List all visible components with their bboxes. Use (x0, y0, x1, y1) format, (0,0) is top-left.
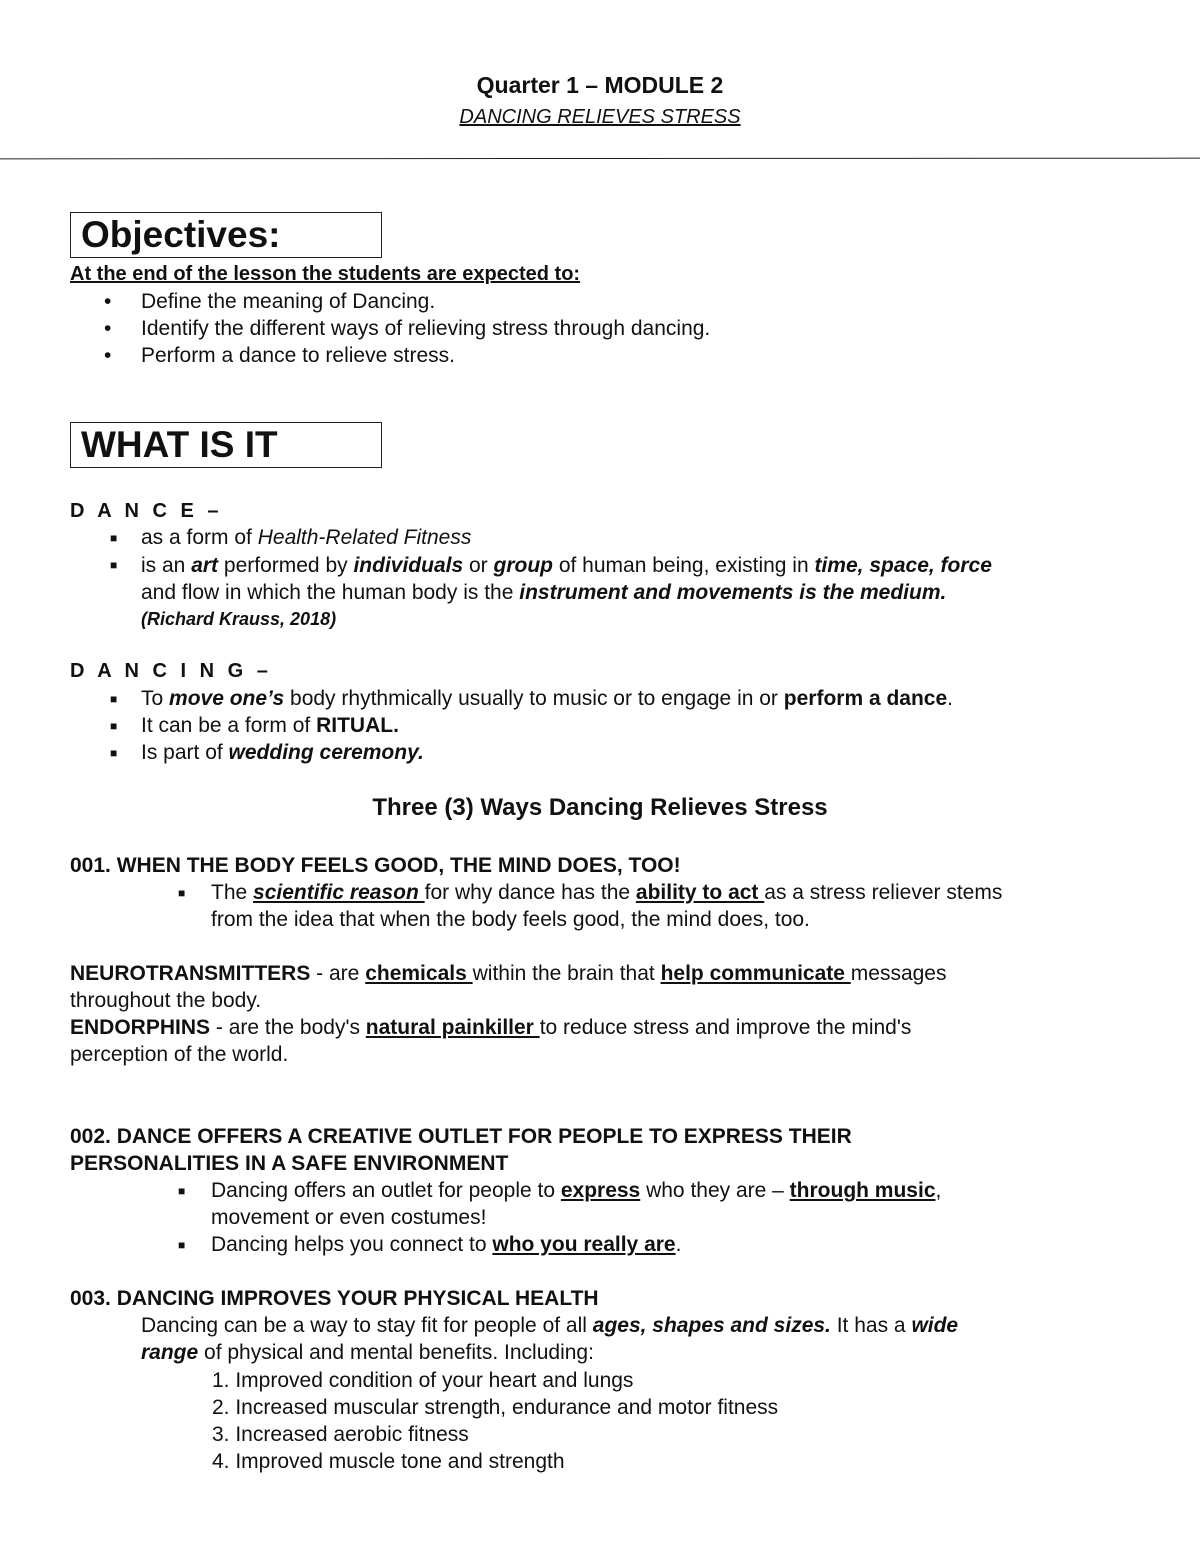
what-is-it-heading: WHAT IS IT (70, 422, 382, 468)
square-bullet-icon: ■ (178, 1184, 186, 1198)
ways-heading: Three (3) Ways Dancing Relieves Stress (372, 794, 828, 821)
header-divider (0, 158, 1200, 160)
dancing-item-1: To move one’s body rhythmically usually to music or to engage in or perform a dance. (141, 687, 953, 710)
square-bullet-icon: ■ (110, 531, 118, 545)
dance-item-1: as a form of Health-Related Fitness (141, 526, 472, 549)
square-bullet-icon: ■ (178, 1238, 186, 1252)
bullet-icon: • (104, 344, 112, 367)
dancing-item-2: It can be a form of RITUAL. (141, 714, 399, 737)
way-3-paragraph-line2: range of physical and mental benefits. Including: (141, 1341, 594, 1364)
objective-item: Identify the different ways of relieving stress through dancing. (141, 317, 711, 340)
benefit-item: 2. Increased muscular strength, endurance and motor fitness (212, 1396, 779, 1419)
square-bullet-icon: ■ (110, 692, 118, 706)
neurotransmitters-def: NEUROTRANSMITTERS - are chemicals within the brain that help communicate messages (70, 962, 947, 985)
neurotransmitters-def-line2: throughout the body. (70, 989, 262, 1012)
square-bullet-icon: ■ (110, 558, 118, 572)
way-2-bullet-1-line2: movement or even costumes! (211, 1206, 487, 1229)
objective-item: Perform a dance to relieve stress. (141, 344, 455, 367)
benefit-item: 3. Increased aerobic fitness (212, 1423, 469, 1446)
bullet-icon: • (104, 290, 112, 313)
endorphins-def-line2: perception of the world. (70, 1043, 289, 1066)
objectives-heading: Objectives: (70, 212, 382, 258)
objectives-lead: At the end of the lesson the students are expected to: (70, 263, 581, 285)
way-2-bullet-2: Dancing helps you connect to who you really are. (211, 1233, 682, 1256)
way-2-title-line2: PERSONALITIES IN A SAFE ENVIRONMENT (70, 1152, 509, 1175)
dance-item-2: is an art performed by individuals or group of human being, existing in time, space, force (141, 554, 992, 577)
square-bullet-icon: ■ (110, 719, 118, 733)
square-bullet-icon: ■ (110, 746, 118, 760)
way-3-paragraph: Dancing can be a way to stay fit for people of all ages, shapes and sizes. It has a wide (141, 1314, 959, 1337)
way-3-title: 003. DANCING IMPROVES YOUR PHYSICAL HEALTH (70, 1287, 599, 1310)
way-1-bullet-line2: from the idea that when the body feels good, the mind does, too. (211, 908, 810, 931)
page-subtitle: DANCING RELIEVES STRESS (459, 106, 741, 128)
objective-item: Define the meaning of Dancing. (141, 290, 436, 313)
square-bullet-icon: ■ (178, 886, 186, 900)
bullet-icon: • (104, 317, 112, 340)
way-2-bullet-1: Dancing offers an outlet for people to express who they are – through music, (211, 1179, 942, 1202)
benefit-item: 4. Improved muscle tone and strength (212, 1450, 565, 1473)
dancing-term: D A N C I N G – (70, 660, 272, 682)
endorphins-def: ENDORPHINS - are the body's natural painkiller to reduce stress and improve the mind's (70, 1016, 912, 1039)
dance-item-2-line2: and flow in which the human body is the instrument and movements is the medium. (141, 581, 947, 604)
dancing-item-3: Is part of wedding ceremony. (141, 741, 424, 764)
way-1-title: 001. WHEN THE BODY FEELS GOOD, THE MIND DOES, TOO! (70, 854, 681, 877)
benefit-item: 1. Improved condition of your heart and lungs (212, 1369, 634, 1392)
page-title: Quarter 1 – MODULE 2 (476, 72, 724, 98)
dance-term: D A N C E – (70, 500, 223, 522)
way-2-title: 002. DANCE OFFERS A CREATIVE OUTLET FOR PEOPLE TO EXPRESS THEIR (70, 1125, 852, 1148)
citation: (Richard Krauss, 2018) (141, 609, 337, 629)
way-1-bullet: The scientific reason for why dance has the ability to act as a stress reliever stems (211, 881, 1003, 904)
